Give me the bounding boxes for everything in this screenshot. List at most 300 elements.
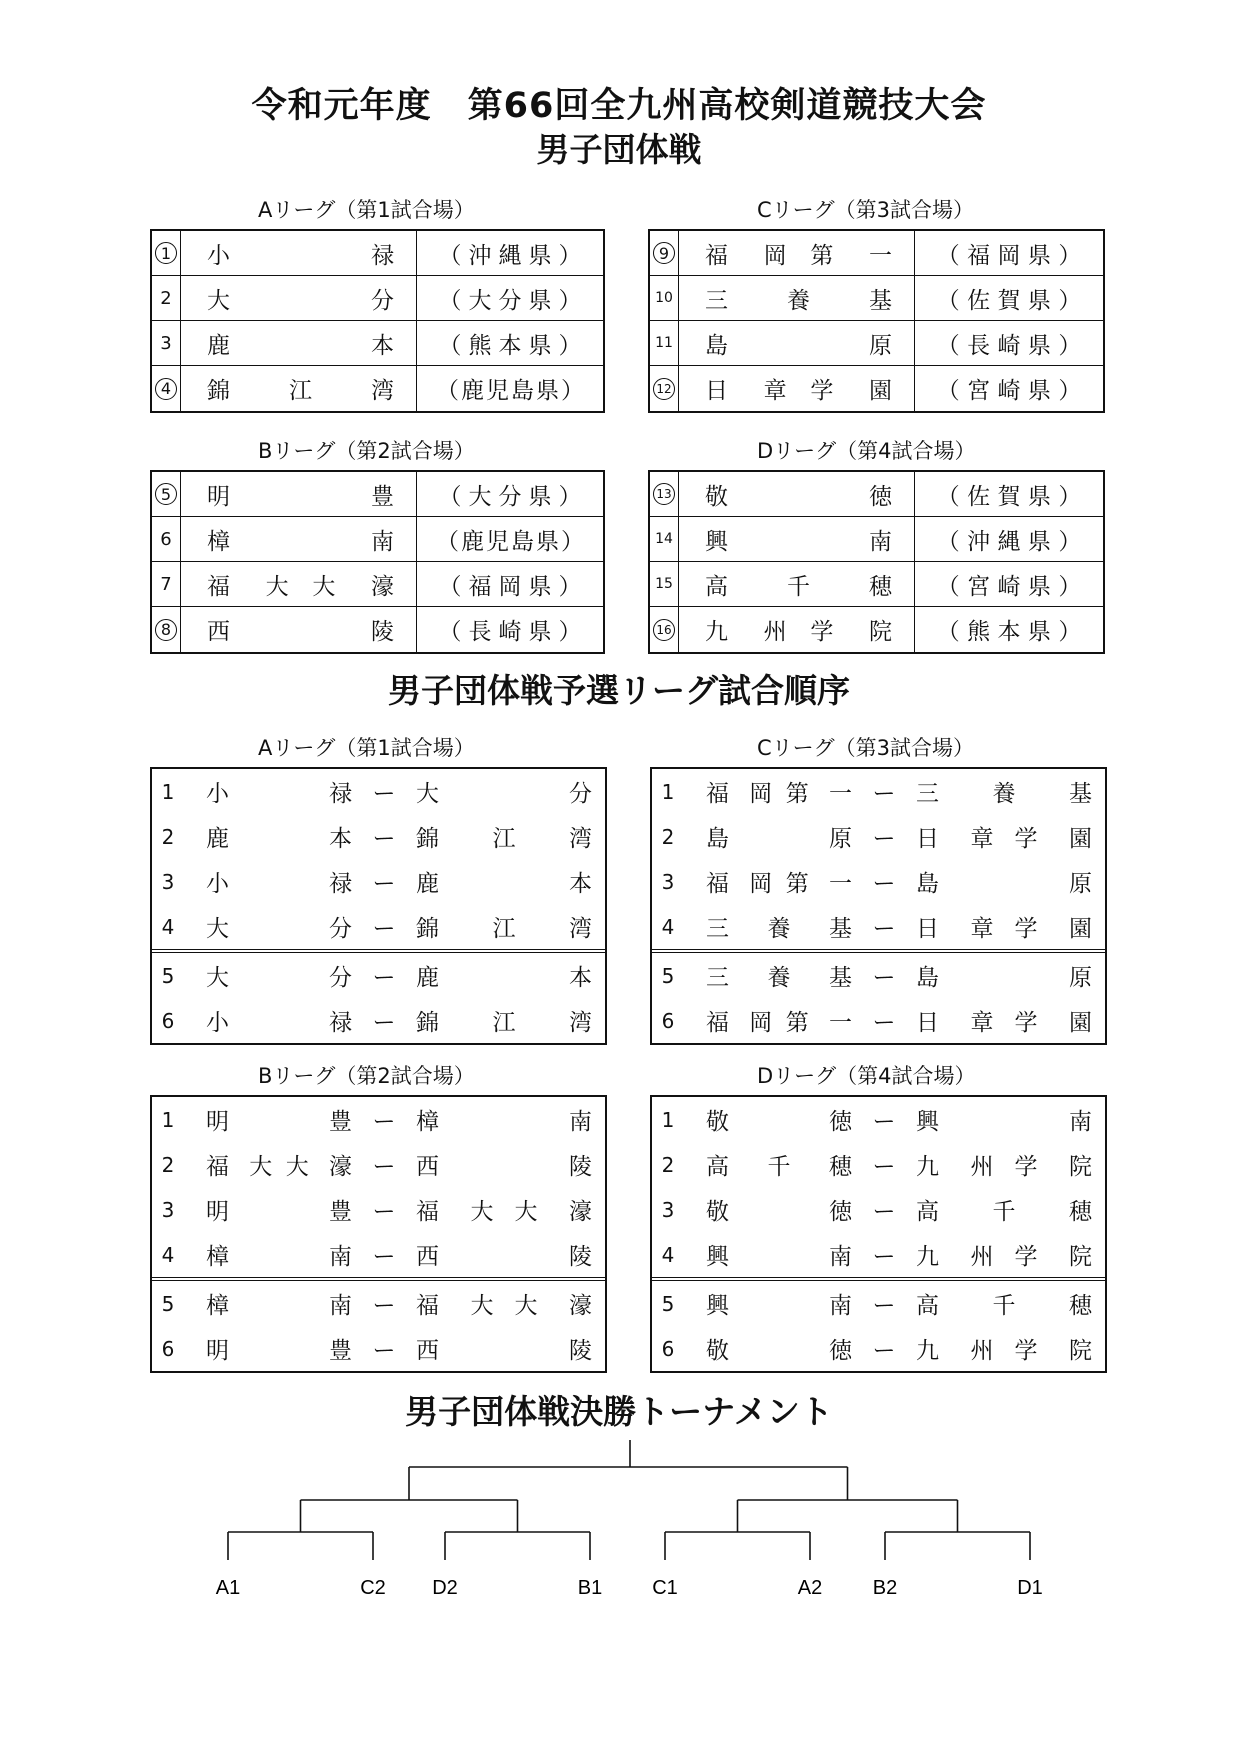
- team-a-char: 福: [706, 781, 729, 807]
- prefecture-char: 賀: [997, 483, 1021, 510]
- team-name: [181, 366, 417, 411]
- team-name-char: 江: [288, 378, 312, 404]
- team-name-char: 岡: [763, 242, 787, 269]
- match-dash: ー: [372, 1293, 396, 1319]
- seed-circle: 8: [155, 619, 177, 641]
- team-prefecture: [915, 321, 1103, 365]
- seed-circle: 16: [653, 619, 675, 641]
- team-number: [650, 607, 679, 652]
- prefecture-char: （: [436, 528, 459, 555]
- team-b-char: 大: [416, 781, 439, 807]
- team-a-char: 養: [767, 916, 791, 942]
- prefecture-char: 沖: [468, 242, 492, 269]
- prefecture-char: （: [936, 573, 960, 600]
- team-a-char: 一: [829, 781, 852, 807]
- match-team-a: [184, 1193, 352, 1226]
- prefecture-char: （: [936, 378, 960, 404]
- prefecture-char: 岡: [997, 242, 1021, 269]
- tournament-bracket: [0, 1440, 1238, 1660]
- team-number: [650, 472, 679, 516]
- team-b-char: 九: [916, 1338, 939, 1364]
- prefecture-char: ）: [1058, 287, 1082, 314]
- match-number: 1: [161, 779, 175, 804]
- league-team-table: [648, 229, 1105, 413]
- team-a-char: 岡: [749, 781, 773, 807]
- team-name-char: 鹿: [207, 332, 230, 359]
- team-name: [181, 517, 417, 561]
- team-name-char: 濠: [371, 573, 394, 600]
- team-prefecture: [417, 321, 603, 365]
- match-team-a: [684, 1332, 852, 1365]
- schedule-table: [150, 1095, 607, 1373]
- team-b-char: 濠: [569, 1293, 592, 1319]
- team-row: [152, 231, 603, 276]
- team-a-char: 南: [329, 1244, 352, 1270]
- team-number: [152, 472, 181, 516]
- match-row: [152, 1281, 605, 1326]
- match-team-b: [416, 959, 592, 992]
- schedule-caption: Cリーグ（第3試合場）: [757, 736, 975, 760]
- team-b-char: 錦: [416, 916, 439, 942]
- team-name: [679, 231, 915, 275]
- prefecture-char: 県: [1027, 242, 1051, 269]
- match-team-a: [684, 1287, 852, 1320]
- team-a-char: 岡: [749, 871, 773, 897]
- team-name-char: 樟: [207, 528, 230, 555]
- match-team-b: [416, 910, 592, 943]
- team-b-char: 園: [1069, 916, 1092, 942]
- prefecture-char: ）: [558, 619, 582, 645]
- team-a-char: 分: [329, 965, 352, 991]
- team-a-char: 敬: [706, 1109, 729, 1135]
- team-a-char: 明: [206, 1338, 229, 1364]
- schedule-table: [150, 767, 607, 1045]
- team-b-char: 千: [992, 1199, 1016, 1225]
- team-a-char: 一: [829, 1010, 852, 1036]
- match-number: 1: [661, 1107, 675, 1132]
- team-name-char: 本: [371, 332, 394, 359]
- match-row: [652, 1281, 1105, 1326]
- match-team-b: [416, 1238, 592, 1271]
- team-a-char: 興: [706, 1293, 729, 1319]
- team-b-char: 章: [970, 826, 994, 852]
- prefecture-char: 岡: [498, 573, 522, 600]
- team-row: [650, 472, 1103, 517]
- bracket-seed-label: D2: [432, 1577, 458, 1599]
- team-row: [152, 276, 603, 321]
- team-name-char: 原: [869, 332, 892, 359]
- team-name-char: 大: [207, 287, 230, 314]
- prefecture-char: 崎: [997, 332, 1021, 359]
- match-number: 6: [161, 1336, 175, 1361]
- prefecture-char: 県: [528, 287, 552, 314]
- team-row: [650, 276, 1103, 321]
- team-number: 7: [152, 562, 181, 606]
- team-name-char: 学: [810, 378, 834, 404]
- team-prefecture: [915, 607, 1103, 652]
- team-a-char: 敬: [706, 1199, 729, 1225]
- prefecture-char: 島: [511, 378, 534, 404]
- team-a-char: 第: [785, 781, 809, 807]
- prefecture-char: 縄: [997, 528, 1021, 555]
- team-a-char: 穂: [829, 1154, 853, 1180]
- team-number: [152, 607, 181, 652]
- team-b-char: 島: [916, 871, 939, 897]
- team-a-char: 興: [706, 1244, 729, 1270]
- schedule-title: 男子団体戦予選リーグ試合順序: [388, 671, 850, 710]
- prefecture-char: 分: [498, 287, 522, 314]
- team-prefecture: [417, 562, 603, 606]
- team-name-char: 院: [869, 619, 892, 645]
- team-name-char: 穂: [868, 573, 892, 600]
- team-b-char: 日: [916, 916, 939, 942]
- match-number: 6: [661, 1008, 675, 1033]
- prefecture-char: 県: [1027, 528, 1051, 555]
- team-a-char: 豊: [329, 1199, 352, 1225]
- prefecture-char: 県: [528, 619, 552, 645]
- match-dash: ー: [372, 1244, 396, 1270]
- match-dash: ー: [372, 916, 396, 942]
- team-b-char: 本: [569, 871, 592, 897]
- match-team-b: [916, 820, 1092, 853]
- match-team-a: [684, 959, 852, 992]
- team-a-char: 禄: [329, 781, 352, 807]
- team-b-char: 興: [916, 1109, 939, 1135]
- match-dash: ー: [872, 826, 896, 852]
- team-b-char: 湾: [569, 916, 593, 942]
- team-b-char: 島: [916, 965, 939, 991]
- prefecture-char: ）: [1058, 573, 1082, 600]
- prefecture-char: 賀: [997, 287, 1021, 314]
- seed-circle: 12: [653, 378, 675, 400]
- match-row: [652, 1187, 1105, 1232]
- bracket-seed-label: B2: [872, 1577, 898, 1599]
- team-b-char: 学: [1014, 1010, 1038, 1036]
- match-team-a: [684, 1148, 852, 1181]
- team-b-char: 院: [1069, 1244, 1092, 1270]
- team-a-char: 本: [329, 826, 352, 852]
- team-b-char: 原: [1069, 965, 1092, 991]
- prefecture-char: 本: [997, 619, 1021, 645]
- team-prefecture: [915, 366, 1103, 411]
- team-number: [650, 231, 679, 275]
- match-row: [152, 859, 605, 904]
- prefecture-char: （: [438, 287, 462, 314]
- match-team-a: [184, 1287, 352, 1320]
- league-caption: Aリーグ（第1試合場）: [258, 198, 475, 222]
- prefecture-char: 沖: [967, 528, 991, 555]
- team-a-char: 分: [329, 916, 352, 942]
- team-name-char: 大: [265, 573, 289, 600]
- team-row: [650, 607, 1103, 652]
- team-b-char: 陵: [569, 1244, 592, 1270]
- team-b-char: 高: [916, 1199, 939, 1225]
- match-team-a: [184, 775, 352, 808]
- match-row: [652, 1326, 1105, 1371]
- team-row: [650, 321, 1103, 366]
- team-name-char: 明: [207, 483, 230, 510]
- schedule-table: [650, 767, 1107, 1045]
- seed-circle: 9: [653, 242, 675, 264]
- team-row: [152, 366, 603, 411]
- match-number: 5: [161, 1291, 175, 1316]
- prefecture-char: ）: [561, 378, 584, 404]
- prefecture-char: 県: [1027, 332, 1051, 359]
- team-a-char: 豊: [329, 1109, 352, 1135]
- team-b-char: 大: [470, 1199, 494, 1225]
- match-dash: ー: [372, 1199, 396, 1225]
- match-team-b: [916, 775, 1092, 808]
- team-b-char: 南: [569, 1109, 592, 1135]
- prefecture-char: （: [936, 242, 960, 269]
- team-b-char: 濠: [569, 1199, 592, 1225]
- match-team-a: [184, 1332, 352, 1365]
- prefecture-char: 県: [528, 483, 552, 510]
- match-row: [652, 953, 1105, 998]
- match-dash: ー: [872, 1244, 896, 1270]
- prefecture-char: （: [936, 528, 960, 555]
- bracket-seed-label: C2: [360, 1577, 386, 1599]
- match-team-b: [416, 1004, 592, 1037]
- match-team-b: [416, 865, 592, 898]
- team-name-char: 一: [869, 242, 892, 269]
- prefecture-char: 鹿: [461, 528, 484, 555]
- team-a-char: 基: [829, 965, 853, 991]
- team-name: [679, 276, 915, 320]
- team-a-char: 濠: [329, 1154, 352, 1180]
- team-prefecture: [915, 562, 1103, 606]
- league-caption: Cリーグ（第3試合場）: [757, 198, 975, 222]
- match-dash: ー: [872, 1109, 896, 1135]
- prefecture-char: （: [436, 378, 459, 404]
- team-number: [152, 366, 181, 411]
- match-team-a: [184, 865, 352, 898]
- team-name-char: 園: [869, 378, 892, 404]
- team-a-char: 福: [206, 1154, 229, 1180]
- team-b-char: 穂: [1069, 1199, 1093, 1225]
- team-a-char: 一: [829, 871, 852, 897]
- match-row: [652, 1232, 1105, 1281]
- team-name-char: 三: [705, 287, 728, 314]
- team-b-char: 三: [916, 781, 939, 807]
- team-b-char: 南: [1069, 1109, 1092, 1135]
- match-row: [152, 814, 605, 859]
- prefecture-char: 佐: [967, 287, 991, 314]
- prefecture-char: （: [438, 332, 462, 359]
- match-team-a: [684, 775, 852, 808]
- match-dash: ー: [872, 1199, 896, 1225]
- match-team-b: [916, 959, 1092, 992]
- team-name-char: 南: [869, 528, 892, 555]
- team-name-char: 南: [371, 528, 394, 555]
- match-team-b: [416, 775, 592, 808]
- page-subtitle: 男子団体戦: [536, 130, 702, 169]
- team-a-char: 大: [206, 965, 229, 991]
- team-prefecture: [417, 472, 603, 516]
- team-name: [679, 562, 915, 606]
- match-team-a: [684, 1238, 852, 1271]
- match-row: [652, 1142, 1105, 1187]
- team-row: [650, 231, 1103, 276]
- team-b-char: 九: [916, 1244, 939, 1270]
- match-row: [652, 998, 1105, 1043]
- match-dash: ー: [372, 1338, 396, 1364]
- match-team-b: [416, 1193, 592, 1226]
- team-name-char: 高: [705, 573, 728, 600]
- bracket-seed-label: D1: [1017, 1577, 1043, 1599]
- team-b-char: 章: [970, 916, 994, 942]
- match-dash: ー: [872, 781, 896, 807]
- match-row: [152, 953, 605, 998]
- league-caption: Dリーグ（第4試合場）: [757, 439, 976, 463]
- match-row: [152, 1326, 605, 1371]
- team-name: [679, 607, 915, 652]
- team-name-char: 禄: [371, 242, 394, 269]
- team-prefecture: [915, 276, 1103, 320]
- match-dash: ー: [872, 1154, 896, 1180]
- team-a-char: 禄: [329, 1010, 352, 1036]
- match-team-a: [684, 865, 852, 898]
- prefecture-char: ）: [1058, 619, 1082, 645]
- team-b-char: 鹿: [416, 871, 439, 897]
- prefecture-char: 佐: [967, 483, 991, 510]
- team-number: 14: [650, 517, 679, 561]
- match-row: [152, 1187, 605, 1232]
- prefecture-char: （: [936, 332, 960, 359]
- match-number: 3: [161, 869, 175, 894]
- prefecture-char: 島: [511, 528, 534, 555]
- match-dash: ー: [372, 781, 396, 807]
- bracket-seed-label: B1: [577, 1577, 603, 1599]
- prefecture-char: ）: [1058, 332, 1082, 359]
- prefecture-char: 宮: [967, 378, 991, 404]
- team-number: 6: [152, 517, 181, 561]
- prefecture-char: （: [438, 573, 462, 600]
- prefecture-char: 県: [528, 242, 552, 269]
- team-name: [679, 321, 915, 365]
- prefecture-char: 熊: [468, 332, 492, 359]
- team-b-char: 院: [1069, 1338, 1092, 1364]
- team-name-char: 九: [705, 619, 728, 645]
- prefecture-char: 福: [967, 242, 991, 269]
- team-a-char: 福: [706, 1010, 729, 1036]
- team-row: [152, 607, 603, 652]
- team-b-char: 江: [492, 1010, 516, 1036]
- match-team-b: [916, 1004, 1092, 1037]
- prefecture-char: 縄: [498, 242, 522, 269]
- match-number: 2: [661, 1152, 675, 1177]
- team-name-char: 第: [810, 242, 834, 269]
- match-team-a: [184, 820, 352, 853]
- team-b-char: 福: [416, 1293, 439, 1319]
- bracket-seed-label: A2: [797, 1577, 823, 1599]
- match-number: 3: [661, 1197, 675, 1222]
- team-b-char: 原: [1069, 871, 1092, 897]
- prefecture-char: 宮: [967, 573, 991, 600]
- prefecture-char: 崎: [498, 619, 522, 645]
- team-a-char: 千: [767, 1154, 791, 1180]
- team-b-char: 日: [916, 826, 939, 852]
- prefecture-char: 福: [468, 573, 492, 600]
- match-dash: ー: [872, 916, 896, 942]
- team-a-char: 徳: [829, 1338, 852, 1364]
- team-b-char: 州: [970, 1154, 994, 1180]
- team-b-char: 湾: [569, 826, 593, 852]
- team-b-char: 大: [470, 1293, 494, 1319]
- match-dash: ー: [372, 1010, 396, 1036]
- team-b-char: 分: [569, 781, 592, 807]
- league-team-table: [648, 470, 1105, 654]
- team-a-char: 豊: [329, 1338, 352, 1364]
- schedule-caption: Dリーグ（第4試合場）: [757, 1064, 976, 1088]
- match-number: 6: [161, 1008, 175, 1033]
- team-b-char: 穂: [1069, 1293, 1093, 1319]
- prefecture-char: 県: [1027, 378, 1051, 404]
- match-team-b: [916, 1287, 1092, 1320]
- team-b-char: 千: [992, 1293, 1016, 1319]
- match-row: [152, 1142, 605, 1187]
- team-b-char: 州: [970, 1244, 994, 1270]
- team-name-char: 章: [763, 378, 787, 404]
- team-a-char: 樟: [206, 1244, 229, 1270]
- team-name: [181, 607, 417, 652]
- tournament-title: 男子団体戦決勝トーナメント: [405, 1392, 833, 1431]
- prefecture-char: 熊: [967, 619, 991, 645]
- team-name-char: 福: [207, 573, 230, 600]
- team-prefecture: [915, 472, 1103, 516]
- match-team-a: [184, 910, 352, 943]
- team-a-char: 第: [785, 1010, 809, 1036]
- team-row: [152, 562, 603, 607]
- prefecture-char: 崎: [997, 573, 1021, 600]
- team-prefecture: [417, 276, 603, 320]
- team-name-char: 島: [705, 332, 728, 359]
- match-team-a: [184, 1148, 352, 1181]
- prefecture-char: ）: [1058, 378, 1082, 404]
- prefecture-char: 県: [528, 573, 552, 600]
- schedule-caption: Bリーグ（第2試合場）: [258, 1064, 475, 1088]
- match-dash: ー: [872, 965, 896, 991]
- team-prefecture: [417, 366, 603, 411]
- match-number: 1: [161, 1107, 175, 1132]
- team-name-char: 錦: [207, 378, 230, 404]
- team-b-char: 大: [514, 1293, 538, 1319]
- team-name: [181, 276, 417, 320]
- team-name-char: 徳: [869, 483, 892, 510]
- match-team-b: [916, 910, 1092, 943]
- league-team-table: [150, 229, 605, 413]
- match-team-b: [916, 1193, 1092, 1226]
- schedule-caption: Aリーグ（第1試合場）: [258, 736, 475, 760]
- team-b-char: 章: [970, 1010, 994, 1036]
- prefecture-char: （: [936, 483, 960, 510]
- team-a-char: 南: [829, 1244, 852, 1270]
- team-number: [650, 366, 679, 411]
- team-b-char: 日: [916, 1010, 939, 1036]
- match-number: 2: [161, 824, 175, 849]
- team-b-char: 本: [569, 965, 592, 991]
- prefecture-char: ）: [558, 332, 582, 359]
- league-team-table: [150, 470, 605, 654]
- team-name-char: 福: [705, 242, 728, 269]
- team-name: [181, 321, 417, 365]
- prefecture-char: 児: [486, 378, 509, 404]
- team-b-char: 院: [1069, 1154, 1092, 1180]
- team-name-char: 西: [207, 619, 230, 645]
- match-row: [152, 1097, 605, 1142]
- seed-circle: 13: [653, 483, 675, 505]
- prefecture-char: ）: [558, 483, 582, 510]
